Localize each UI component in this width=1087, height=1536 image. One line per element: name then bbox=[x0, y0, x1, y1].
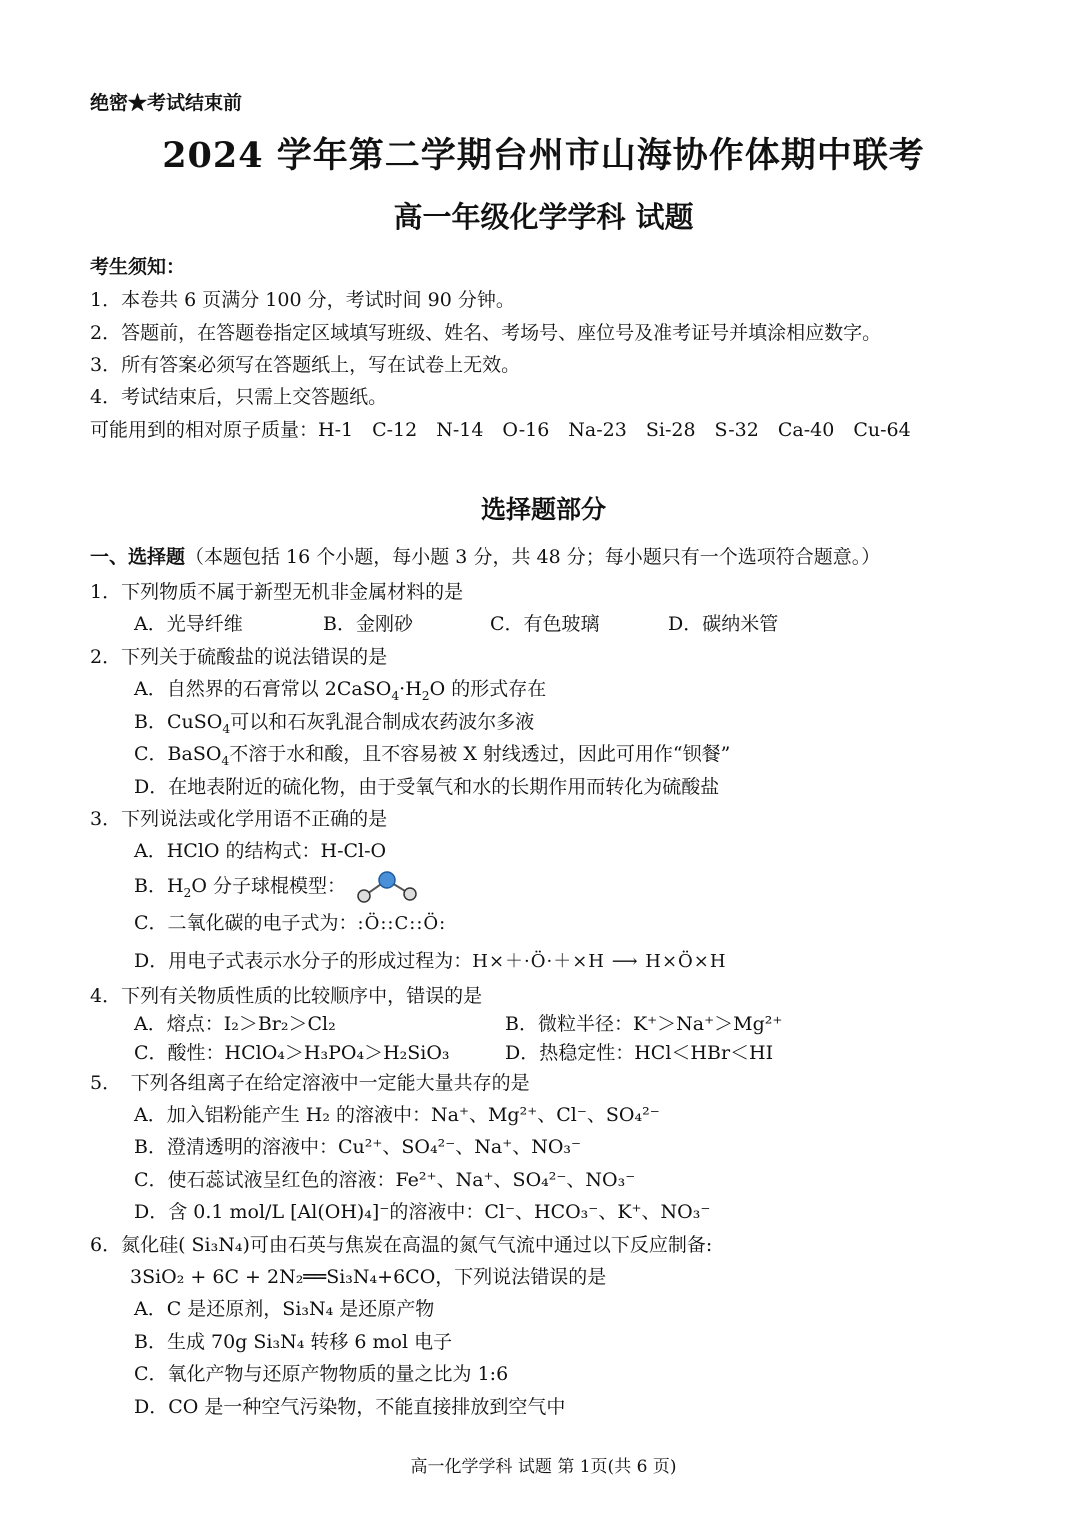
q5-option-d: D．含 0.1 mol/L [Al(OH)₄]⁻的溶液中：Cl⁻、HCO₃⁻、K⁺、NO₃⁻ bbox=[134, 1201, 711, 1223]
notice-heading: 考生须知： bbox=[90, 256, 186, 278]
question-4-stem: 4．下列有关物质性质的比较顺序中，错误的是 bbox=[90, 985, 483, 1007]
question-3-stem: 3．下列说法或化学用语不正确的是 bbox=[90, 808, 388, 830]
q3-option-d: D．用电子式表示水分子的形成过程为：H×＋·Ö·＋×H ⟶ H×Ö×H bbox=[134, 950, 727, 972]
q6-equation: 3SiO₂ + 6C + 2N₂══Si₃N₄+6CO，下列说法错误的是 bbox=[130, 1266, 607, 1288]
q3-option-a: A．HClO 的结构式：H-Cl-O bbox=[134, 840, 387, 862]
q6-option-b: B．生成 70g Si₃N₄ 转移 6 mol 电子 bbox=[134, 1331, 453, 1353]
q5-option-b: B．澄清透明的溶液中：Cu²⁺、SO₄²⁻、Na⁺、NO₃⁻ bbox=[134, 1136, 582, 1158]
water-ball-stick-model bbox=[352, 870, 422, 904]
q4-option-c: C．酸性：HClO₄＞H₃PO₄＞H₂SiO₃ bbox=[134, 1042, 450, 1064]
question-5-stem: 5． 下列各组离子在给定溶液中一定能大量共存的是 bbox=[90, 1072, 530, 1094]
atomic-masses: 可能用到的相对原子质量：H-1 C-12 N-14 O-16 Na-23 Si-28 S-32 Ca-40 Cu-64 bbox=[90, 419, 911, 441]
q3-option-c: C．二氧化碳的电子式为：:Ö::C::Ö: bbox=[134, 912, 447, 934]
exam-title: 2024 学年第二学期台州市山海协作体期中联考 bbox=[162, 135, 925, 176]
q1-option-a: A．光导纤维 bbox=[134, 613, 243, 635]
section-title: 选择题部分 bbox=[480, 495, 606, 524]
q1-option-d: D．碳纳米管 bbox=[668, 613, 779, 635]
part-heading bbox=[90, 542, 880, 569]
q2-option-c: C．BaSO$_4$不溶于水和酸，且不容易被 X 射线透过，因此可用作“钡餐” bbox=[134, 743, 731, 768]
q2-option-b: B．CuSO$_4$可以和石灰乳混合制成农药波尔多液 bbox=[134, 711, 535, 736]
q5-option-c: C．使石蕊试液呈红色的溶液：Fe²⁺、Na⁺、SO₄²⁻、NO₃⁻ bbox=[134, 1169, 636, 1191]
question-6-stem: 6．氮化硅( Si₃N₄)可由石英与焦炭在高温的氮气气流中通过以下反应制备: bbox=[90, 1234, 713, 1256]
water-formation-formula: H×＋·Ö·＋×H ⟶ H×Ö×H bbox=[472, 951, 727, 972]
q6-option-d: D．CO 是一种空气污染物，不能直接排放到空气中 bbox=[134, 1396, 566, 1418]
part-note: （本题包括 16 个小题，每小题 3 分，共 48 分；每小题只有一个选项符合题意。） bbox=[185, 546, 881, 568]
page-footer: 高一化学学科 试题 第 1页(共 6 页) bbox=[410, 1457, 677, 1477]
confidential-label: 绝密★考试结束前 bbox=[90, 92, 243, 114]
notice-item: 3．所有答案必须写在答题纸上，写在试卷上无效。 bbox=[90, 354, 521, 376]
question-2-stem: 2．下列关于硫酸盐的说法错误的是 bbox=[90, 646, 388, 668]
q6-option-a: A．C 是还原剂，Si₃N₄ 是还原产物 bbox=[134, 1298, 435, 1320]
q4-option-b: B．微粒半径：K⁺＞Na⁺＞Mg²⁺ bbox=[505, 1013, 783, 1035]
exam-subtitle: 高一年级化学学科 试题 bbox=[393, 200, 694, 234]
q1-option-c: C．有色玻璃 bbox=[490, 613, 600, 635]
notice-item: 2．答题前，在答题卷指定区域填写班级、姓名、考场号、座位号及准考证号并填涂相应数字。 bbox=[90, 322, 882, 344]
co2-electron-formula: :Ö::C::Ö: bbox=[357, 913, 447, 934]
question-1-stem: 1．下列物质不属于新型无机非金属材料的是 bbox=[90, 581, 464, 603]
notice-item: 4．考试结束后，只需上交答题纸。 bbox=[90, 386, 388, 408]
q5-option-a: A．加入铝粉能产生 H₂ 的溶液中：Na⁺、Mg²⁺、Cl⁻、SO₄²⁻ bbox=[134, 1104, 660, 1126]
q4-option-d: D．热稳定性：HCl＜HBr＜HI bbox=[505, 1042, 774, 1064]
q2-option-d: D．在地表附近的硫化物，由于受氧气和水的长期作用而转化为硫酸盐 bbox=[134, 776, 720, 798]
q6-option-c: C．氧化产物与还原产物物质的量之比为 1:6 bbox=[134, 1363, 509, 1385]
notice-item: 1．本卷共 6 页满分 100 分，考试时间 90 分钟。 bbox=[90, 289, 515, 311]
q4-option-a: A．熔点：I₂＞Br₂＞Cl₂ bbox=[134, 1013, 336, 1035]
q2-option-a: A．自然界的石膏常以 $2CaSO_4\cdot H_2O$ 的形式存在 bbox=[134, 678, 547, 703]
q3-option-b: B．$H_2O$ 分子球棍模型： bbox=[134, 870, 422, 904]
part-label: 一、选择题 bbox=[90, 546, 186, 568]
q1-option-b: B．金刚砂 bbox=[323, 613, 413, 635]
